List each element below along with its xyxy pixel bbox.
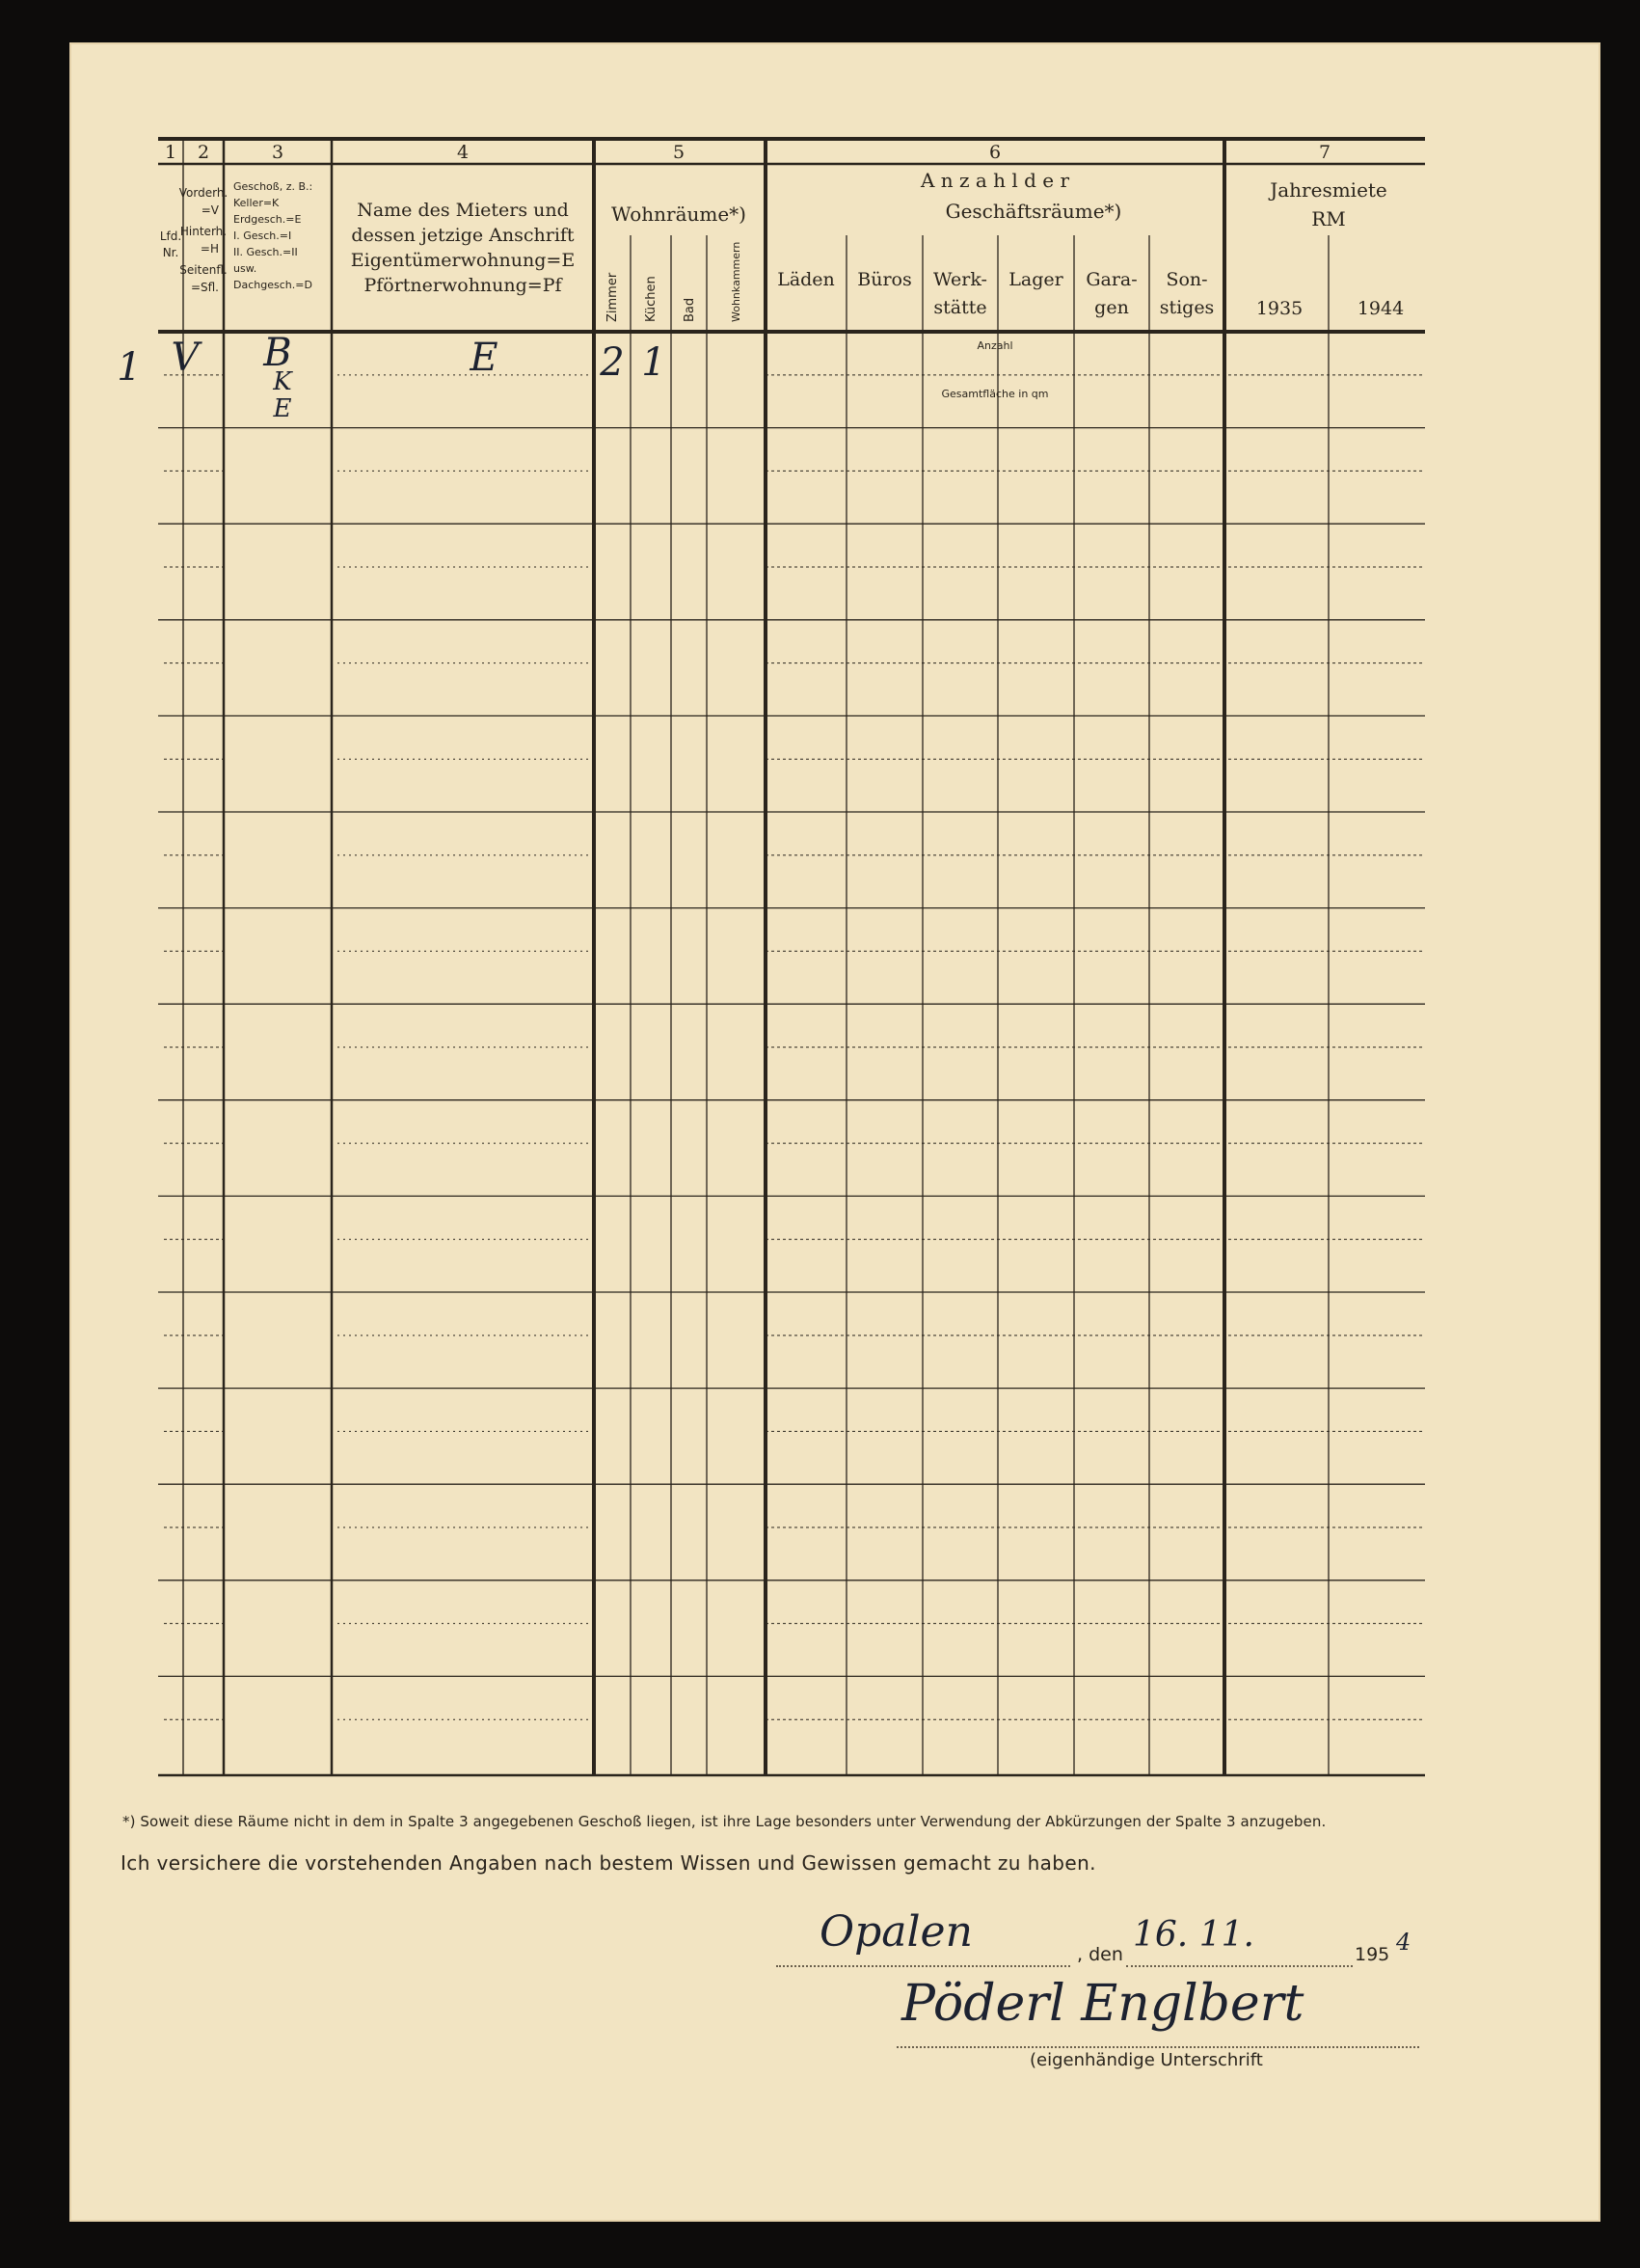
col2-header-line-2: =V bbox=[201, 203, 219, 217]
col3-header-line-1: Geschoß, z. B.: bbox=[233, 180, 313, 193]
col2-header-line-3: Hinterh. bbox=[179, 225, 228, 238]
col2-header-line-6: =Sfl. bbox=[190, 281, 219, 294]
date-year-prefix: 195 bbox=[1355, 1944, 1390, 1965]
column-number-2: 2 bbox=[197, 142, 210, 163]
entry-floor-1: B bbox=[263, 331, 292, 375]
col2-header-line-5: Seitenfl. bbox=[179, 263, 228, 277]
col6-header-subtitle: Geschäftsräume*) bbox=[945, 200, 1122, 223]
handwritten-date: 16. 11. bbox=[1133, 1915, 1254, 1955]
col5-sub-2: Küchen bbox=[644, 276, 659, 322]
handwritten-place: Opalen bbox=[820, 1907, 973, 1957]
place-dotted-line bbox=[776, 1965, 1070, 1967]
entry-name: E bbox=[470, 336, 498, 380]
handwritten-signature: Pöderl Englbert bbox=[901, 1975, 1304, 2033]
col5-sub-4: Wohnkammern bbox=[730, 241, 742, 322]
col3-header-line-4: I. Gesch.=I bbox=[233, 230, 292, 242]
col5-header-title: Wohnräume*) bbox=[611, 202, 746, 226]
col6-sub-5-line-1: Gara- bbox=[1086, 269, 1138, 290]
col1-header-line-2: Nr. bbox=[162, 246, 179, 259]
cell-label-count: Anzahl bbox=[977, 339, 1013, 352]
col2-header-line-4: =H bbox=[200, 242, 219, 256]
signature-dotted-line bbox=[897, 2046, 1419, 2048]
col3-header-line-2: Keller=K bbox=[233, 197, 280, 209]
entry-row-number: 1 bbox=[117, 345, 142, 390]
signature-caption: (eigenhändige Unterschrift bbox=[1030, 2050, 1263, 2070]
date-dotted-line bbox=[1126, 1965, 1353, 1967]
handwritten-year-digit: 4 bbox=[1396, 1929, 1411, 1956]
column-number-7: 7 bbox=[1318, 142, 1331, 163]
document-page bbox=[69, 42, 1600, 2222]
col1-header-line-1: Lfd. bbox=[159, 230, 182, 243]
col4-header-line-2: dessen jetzige Anschrift bbox=[351, 225, 575, 246]
cell-label-area: Gesamtfläche in qm bbox=[941, 388, 1049, 400]
column-number-6: 6 bbox=[988, 142, 1002, 163]
column-number-5: 5 bbox=[672, 142, 686, 163]
col4-header-line-3: Eigentümerwohnung=E bbox=[350, 250, 576, 271]
entry-building: V bbox=[171, 336, 200, 380]
col2-header-line-1: Vorderh. bbox=[178, 186, 229, 200]
col6-sub-6-line-1: Son- bbox=[1166, 269, 1208, 290]
col3-header-line-5: II. Gesch.=II bbox=[233, 246, 298, 258]
column-number-4: 4 bbox=[456, 142, 470, 163]
date-den-label: , den bbox=[1077, 1944, 1123, 1965]
col6-sub-4-line-1: Lager bbox=[1008, 269, 1063, 290]
col6-sub-2-line-1: Büros bbox=[857, 269, 912, 290]
entry-floor-3: E bbox=[273, 394, 292, 423]
col7-year-1944: 1944 bbox=[1357, 298, 1405, 319]
tenant-form-table bbox=[69, 42, 1600, 2222]
col6-sub-5-line-2: gen bbox=[1094, 297, 1129, 318]
footnote: *) Soweit diese Räume nicht in dem in Spalte 3 angegebenen Geschoß liegen, ist ihre Lage besonders unter Verwendung der Abkürzungen der Spalte 3 anzugeben. bbox=[122, 1813, 1327, 1830]
col6-sub-1-line-1: Läden bbox=[777, 269, 835, 290]
col5-sub-3: Bad bbox=[683, 297, 697, 322]
col4-header-line-1: Name des Mieters und bbox=[357, 200, 569, 221]
col4-header-line-4: Pförtnerwohnung=Pf bbox=[363, 275, 562, 296]
col6-header-title: A n z a h l d e r bbox=[920, 169, 1070, 192]
entry-kuechen: 1 bbox=[641, 340, 666, 385]
col6-sub-3-line-2: stätte bbox=[933, 297, 987, 318]
col6-sub-3-line-1: Werk- bbox=[933, 269, 987, 290]
entry-zimmer: 2 bbox=[600, 340, 625, 385]
col7-header-title: Jahresmiete bbox=[1270, 178, 1387, 202]
column-number-3: 3 bbox=[271, 142, 284, 163]
column-number-1: 1 bbox=[164, 142, 177, 163]
declaration-text: Ich versichere die vorstehenden Angaben nach bestem Wissen und Gewissen gemacht zu haben. bbox=[121, 1851, 1096, 1875]
entry-floor-2: K bbox=[273, 367, 292, 396]
col7-header-unit: RM bbox=[1311, 207, 1346, 230]
col3-header-line-7: Dachgesch.=D bbox=[233, 279, 312, 291]
col3-header-line-3: Erdgesch.=E bbox=[233, 213, 302, 226]
col7-year-1935: 1935 bbox=[1255, 298, 1304, 319]
col3-header-line-6: usw. bbox=[233, 262, 257, 275]
col6-sub-6-line-2: stiges bbox=[1159, 297, 1215, 318]
col5-sub-1: Zimmer bbox=[605, 272, 620, 322]
